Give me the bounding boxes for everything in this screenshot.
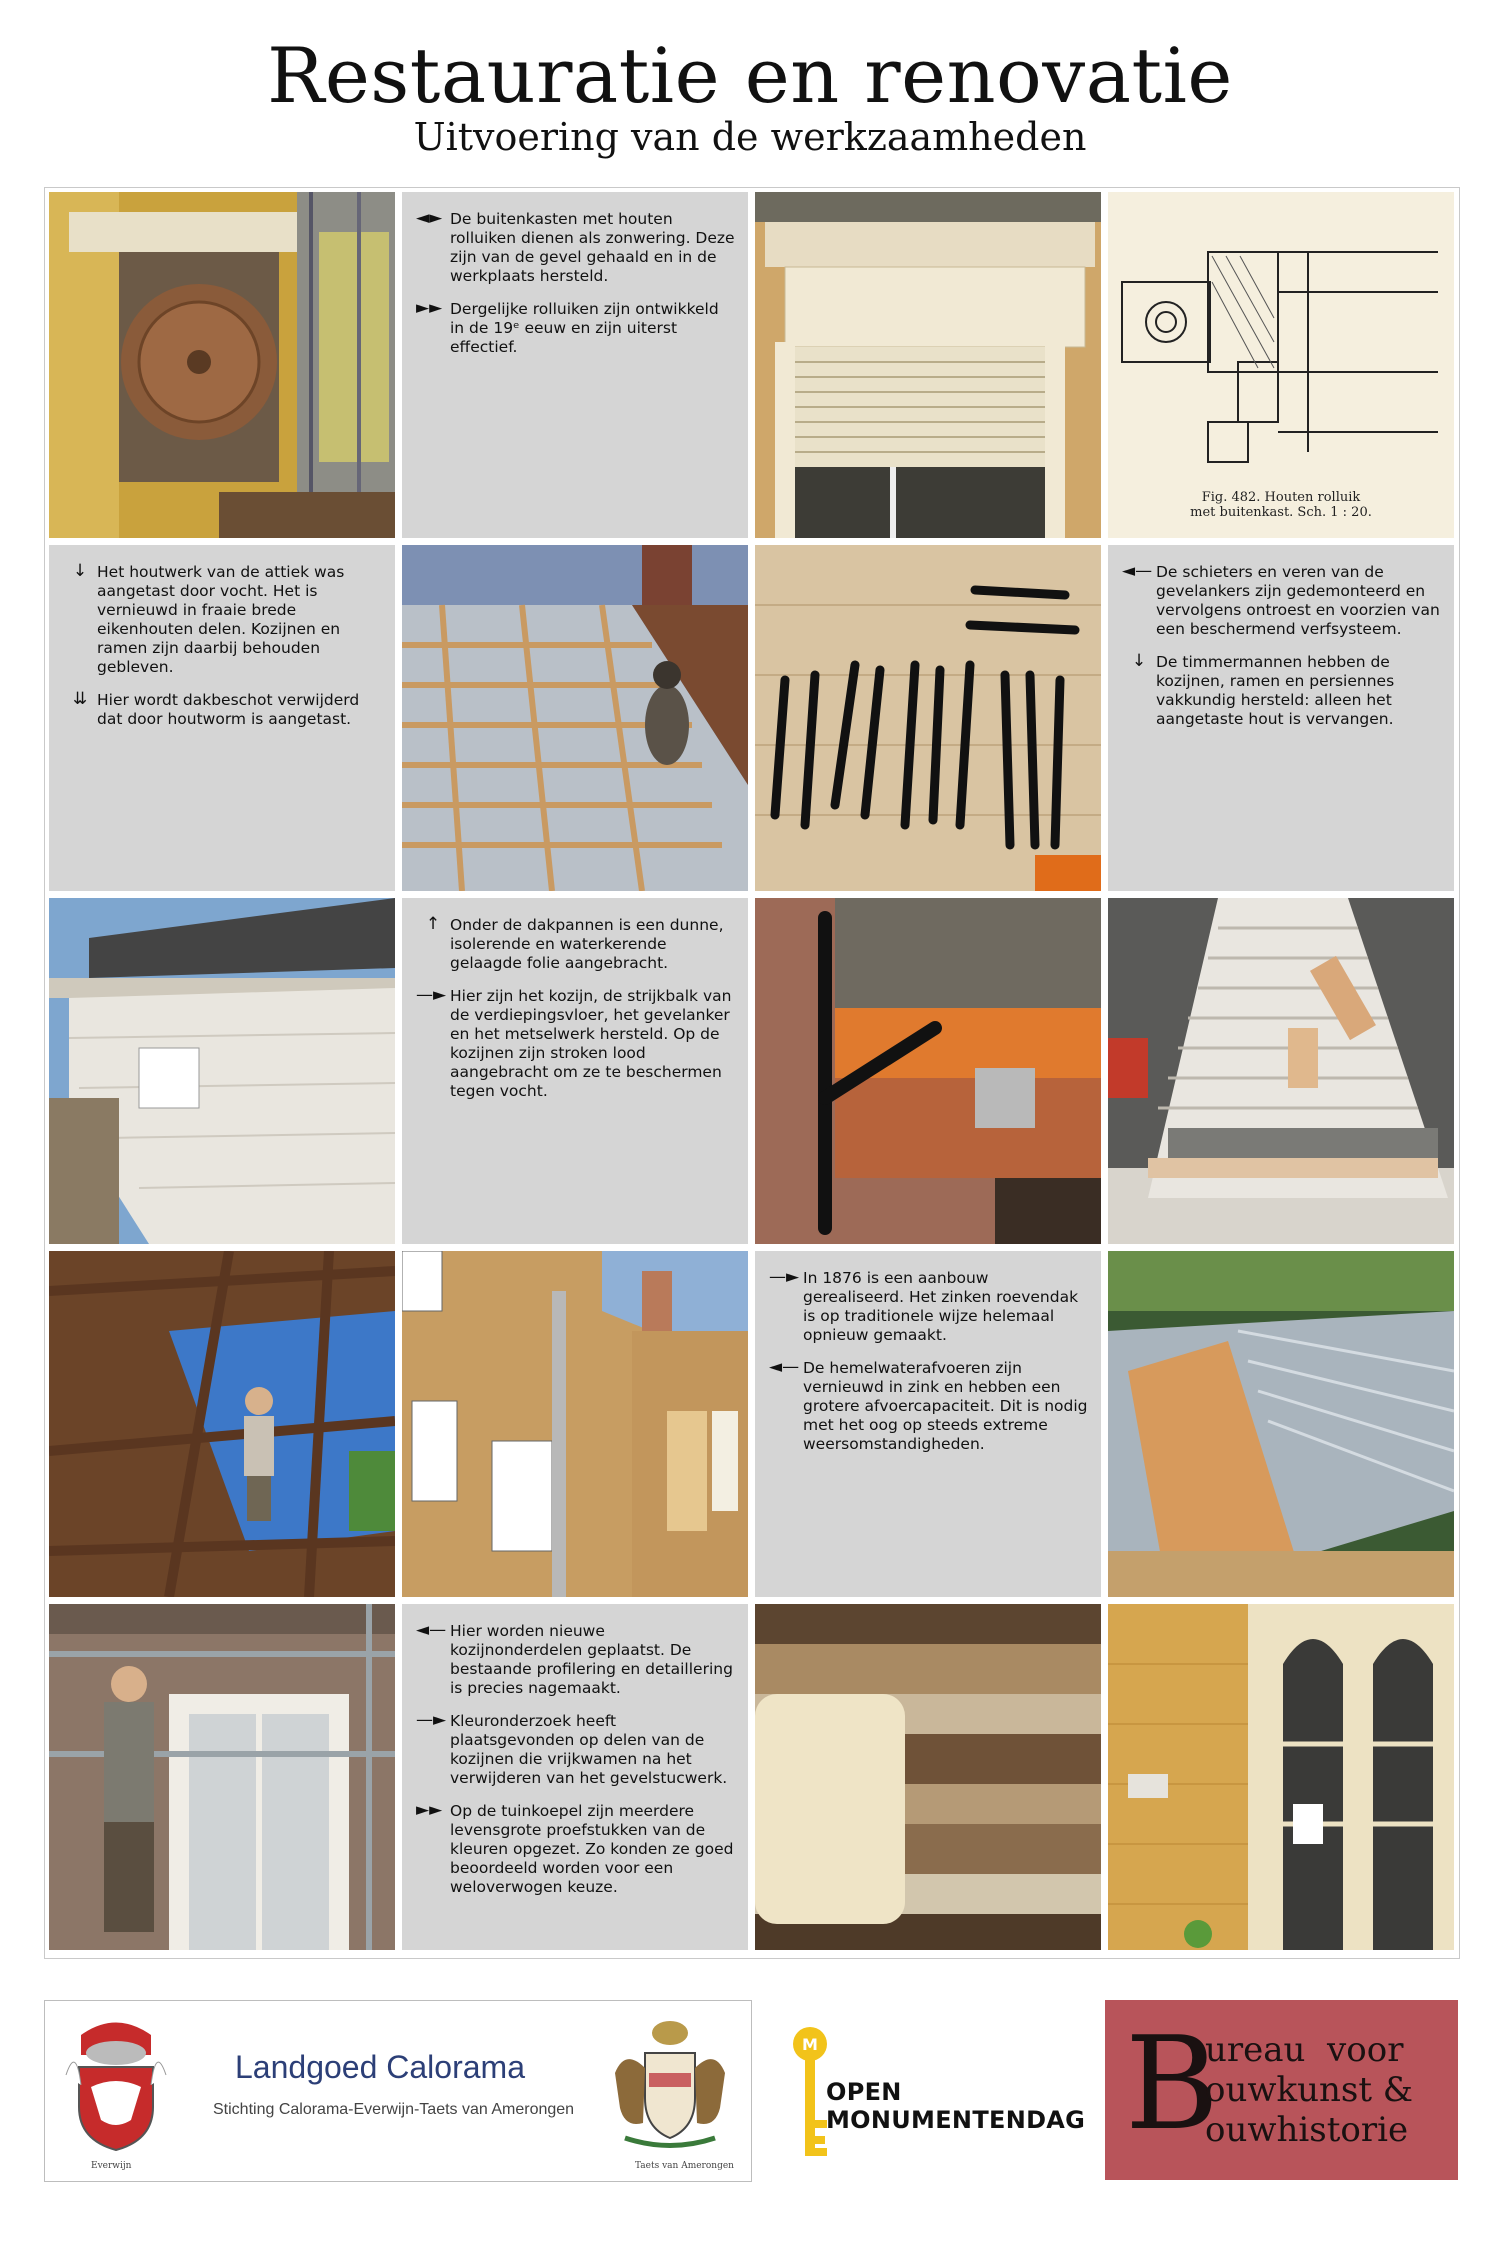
photo-anchors-springs: [755, 545, 1101, 891]
paragraph: [769, 1269, 1089, 1345]
paragraph-text: Het houtwerk van de attiek was aangetast door vocht. Het is vernieuwd in fraaie brede eikenhouten delen. Kozijnen en ramen zijn daarbij behouden gebleven.: [97, 563, 345, 676]
drawing-roller-shutter: [1108, 192, 1454, 538]
paragraph: [416, 210, 736, 286]
paragraph: [63, 563, 383, 677]
paragraph: [416, 1802, 736, 1897]
poster-subtitle: Uitvoering van de werkzaamheden: [413, 115, 1087, 159]
photo-carpenter-window: [49, 1604, 395, 1950]
paragraph-text: Hier worden nieuwe kozijnonderdelen geplaatst. De bestaande profilering en detaillering is precies nagemaakt.: [450, 1622, 733, 1697]
crest-right-caption: Taets van Amerongen: [635, 2161, 734, 2171]
footer-bureau-panel: [1105, 2000, 1458, 2180]
svg-text:M: M: [802, 2035, 818, 2054]
photo-roof-boarding: [49, 1251, 395, 1597]
calorama-title: Landgoed Calorama: [235, 2049, 525, 2085]
arrow-left-right-icon: ◄►: [416, 208, 443, 228]
bureau-line1: ureau voor: [1205, 2030, 1404, 2070]
paragraph-text: Hier zijn het kozijn, de strijkbalk van de verdiepingsvloer, het gevelanker en het metselwerk hersteld. Op de kozijnen zijn stroken lood aangebracht om ze te beschermen tegen vocht.: [450, 987, 732, 1100]
paragraph-text: De schieters en veren van de gevelankers zijn gedemonteerd en vervolgens ontroest en voorzien van een beschermend verfsysteem.: [1156, 563, 1440, 638]
paragraph-text: Kleuronderzoek heeft plaatsgevonden op delen van de kozijnen die vrijkwamen na het verwijderen van het gevelstucwerk.: [450, 1712, 728, 1787]
paragraph: [416, 987, 736, 1101]
paragraph-text: De timmermannen hebben de kozijnen, ramen en persiennes vakkundig hersteld: alleen het aangetaste hout is vervangen.: [1156, 653, 1395, 728]
calorama-subtitle: Stichting Calorama-Everwijn-Taets van Amerongen: [213, 2101, 575, 2118]
bureau-line3: ouwhistorie: [1205, 2110, 1409, 2150]
photo-wall-anchor: [755, 898, 1101, 1244]
arrow-down-icon: ↓: [72, 561, 88, 581]
photo-roof-foil: [402, 545, 748, 891]
arrow-right-icon: —►: [769, 1267, 800, 1287]
photo-yellow-facade: [402, 1251, 748, 1597]
footer-calorama-panel: [44, 2000, 752, 2182]
text-panel-frames: [402, 1604, 748, 1950]
paragraph: [63, 691, 383, 729]
arrow-up-icon: ↑: [425, 914, 441, 934]
omd-line1: OPEN: [826, 2078, 902, 2106]
poster-title: Restauratie en renovatie: [267, 31, 1233, 120]
photo-attic-cladding: [49, 898, 395, 1244]
bureau-initial: B: [1125, 2010, 1220, 2159]
arrow-left-icon: ◄—: [769, 1357, 800, 1377]
bureau-line2: ouwkunst &: [1205, 2070, 1414, 2110]
photo-louvre-repair: [1108, 898, 1454, 1244]
arrow-left-icon: ◄—: [1122, 561, 1153, 581]
paragraph: [416, 1622, 736, 1698]
photo-zinc-roof: [1108, 1251, 1454, 1597]
text-panel-anchors: [1108, 545, 1454, 891]
paragraph: [1122, 563, 1442, 639]
paragraph: [416, 1712, 736, 1788]
text-panel-zinc-roof: [755, 1251, 1101, 1597]
drawing-caption: Fig. 482. Houten rolluik met buitenkast. Sch. 1 : 20.: [1190, 490, 1372, 520]
photo-text-grid: [44, 187, 1460, 1959]
paragraph-text: Hier wordt dakbeschot verwijderd dat door houtworm is aangetast.: [97, 691, 360, 728]
paragraph-text: Op de tuinkoepel zijn meerdere levensgrote proefstukken van de kleuren opgezet. Zo konden ze goed beoordeeld worden voor een weloverwogen keuze.: [450, 1802, 734, 1896]
open-monumentendag-logo: [826, 2078, 1085, 2134]
paragraph: [416, 300, 736, 357]
crest-everwijn-icon: [61, 2015, 171, 2155]
arrow-right-icon: —►: [416, 985, 447, 1005]
arrow-left-icon: ◄—: [416, 1620, 447, 1640]
arrow-right-icon: —►: [416, 1710, 447, 1730]
text-panel-foil: [402, 898, 748, 1244]
text-panel-shutters: [402, 192, 748, 538]
paragraph-text: Dergelijke rolluiken zijn ontwikkeld in de 19ᵉ eeuw en zijn uiterst effectief.: [450, 300, 719, 356]
paragraph: [416, 916, 736, 973]
paragraph: [1122, 653, 1442, 729]
crest-left-caption: Everwijn: [91, 2161, 132, 2171]
omd-line2: MONUMENTENDAG: [826, 2106, 1086, 2134]
paragraph-text: De hemelwaterafvoeren zijn vernieuwd in zink en hebben een grotere afvoercapaciteit. Dit is nodig met het oog op steeds extreme weersomstandigheden.: [803, 1359, 1088, 1453]
crest-taets-icon: [605, 2013, 735, 2158]
arrow-down-icon: ↓: [1131, 651, 1147, 671]
arrow-right-double-icon: ►►: [416, 1800, 443, 1820]
open-monumentendag-key-icon: [790, 2024, 830, 2164]
text-panel-attic: [49, 545, 395, 891]
photo-restored-shutter-box: [755, 192, 1101, 538]
paragraph: [769, 1359, 1089, 1454]
paragraph-text: In 1876 is een aanbouw gerealiseerd. Het zinken roevendak is op traditionele wijze helemaal opnieuw gemaakt.: [803, 1269, 1079, 1344]
arrow-down-double-icon: ⇊: [72, 689, 88, 709]
photo-paint-layers: [755, 1604, 1101, 1950]
photo-shutter-box-removed: [49, 192, 395, 538]
paragraph-text: Onder de dakpannen is een dunne, isolerende en waterkerende gelaagde folie aangebracht.: [450, 916, 724, 972]
paragraph-text: De buitenkasten met houten rolluiken dienen als zonwering. Deze zijn van de gevel gehaald en in de werkplaats hersteld.: [450, 210, 735, 285]
photo-garden-pavilion: [1108, 1604, 1454, 1950]
arrow-right-double-icon: ►►: [416, 298, 443, 318]
